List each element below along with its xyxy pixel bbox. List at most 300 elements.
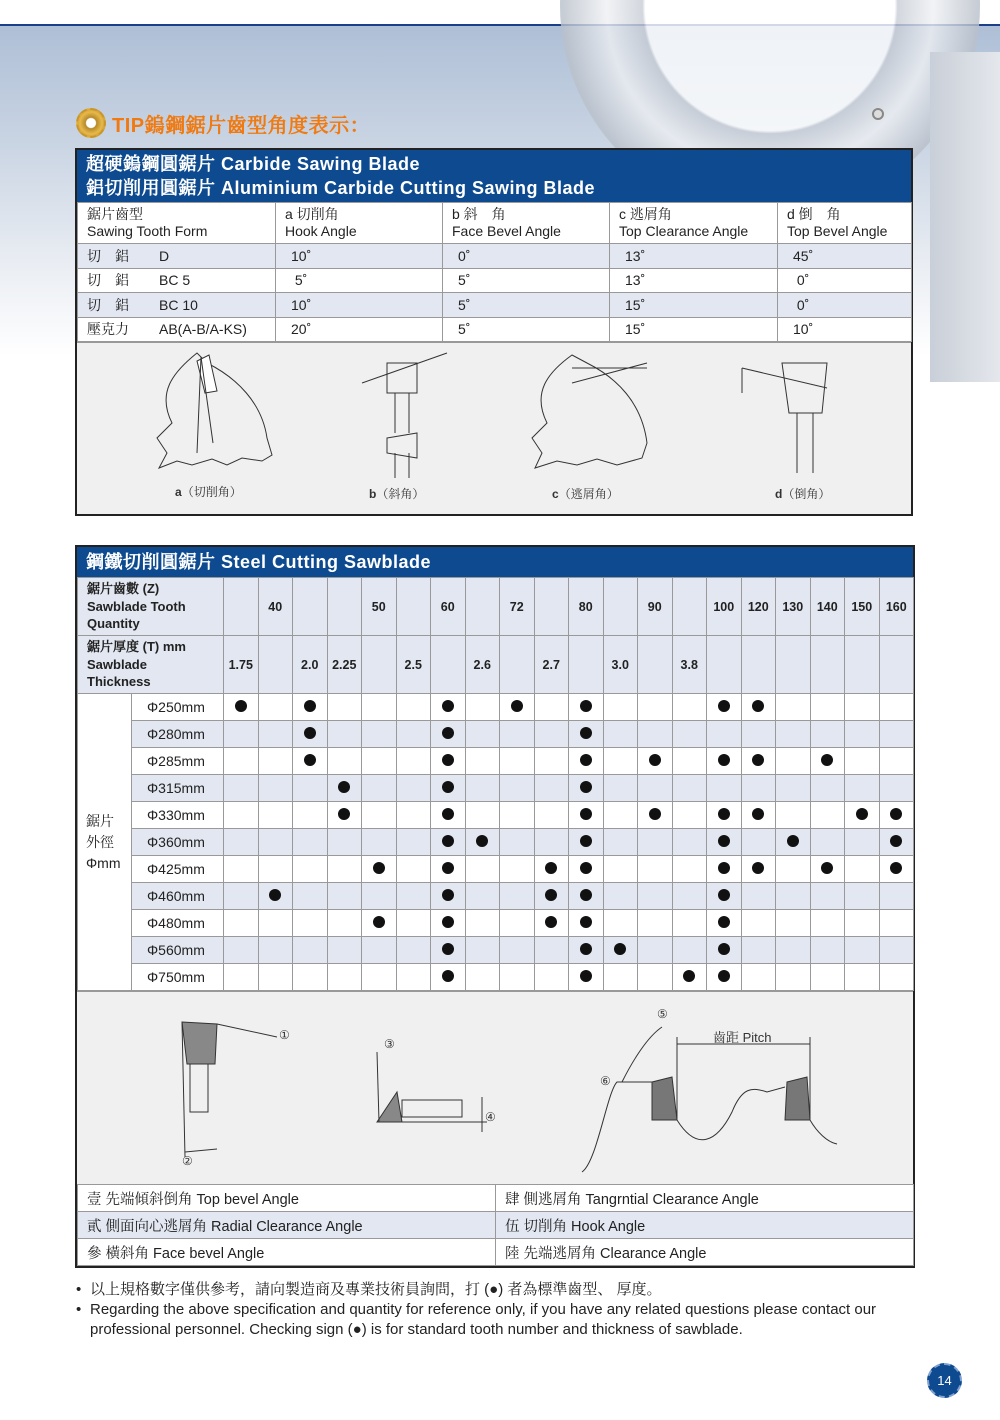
spec-cell [465,775,500,802]
spec-cell [224,964,259,991]
spec-cell [810,964,845,991]
standard-mark-dot-icon [614,943,626,955]
spec-cell [707,775,742,802]
hook-angle-drawing [157,353,272,468]
carbide-header-cell [276,203,443,244]
spec-cell [672,856,707,883]
standard-mark-dot-icon [856,808,868,820]
spec-cell [672,910,707,937]
standard-mark-dot-icon [580,781,592,793]
diameter-cell: Φ315mm [132,775,224,802]
spec-cell [707,964,742,991]
spec-cell [465,883,500,910]
carbide-header-cell [610,203,778,244]
spec-cell [569,694,604,721]
spec-cell [465,856,500,883]
spec-cell [293,721,328,748]
bolt-icon [872,108,884,120]
spec-cell [224,802,259,829]
standard-mark-dot-icon [545,889,557,901]
spec-cell [672,829,707,856]
spec-cell [396,883,431,910]
spec-cell [327,883,362,910]
spec-cell [638,802,673,829]
spec-cell [569,829,604,856]
spec-cell [293,748,328,775]
tooth-form: D [159,247,170,264]
spec-cell [258,964,293,991]
spec-cell [845,937,880,964]
standard-mark-dot-icon [718,862,730,874]
spec-cell [741,829,776,856]
legend-cell: 貳 側面向心逃屑角 Radial Clearance Angle [78,1212,496,1239]
spec-cell [396,964,431,991]
group-label-line: 外徑 [86,833,114,850]
diagram-label-b: b（斜角） [369,487,425,501]
spec-cell [603,721,638,748]
tooth-quantity-row-value [293,578,328,636]
carbide-angle-table [77,202,912,342]
spec-cell [258,856,293,883]
spec-cell [534,883,569,910]
carbide-header-cell [78,203,276,244]
spec-cell [362,748,397,775]
legend-cell: 肆 側逃屑角 Tangrntial Clearance Angle [496,1185,914,1212]
spec-cell [845,748,880,775]
spec-cell [879,775,914,802]
diameter-row [78,829,914,856]
steel-tooth-diagrams [77,991,913,1184]
spec-cell [258,721,293,748]
spec-cell [810,829,845,856]
spec-cell [431,694,466,721]
spec-cell [258,883,293,910]
spec-cell [810,721,845,748]
spec-cell [293,910,328,937]
diameter-cell: Φ750mm [132,964,224,991]
standard-mark-dot-icon [442,835,454,847]
standard-mark-dot-icon [442,808,454,820]
pitch-tooth-drawing [582,1027,837,1172]
angle-legend-table [77,1184,914,1266]
diameter-group-label [78,694,132,991]
spec-cell [500,856,535,883]
spec-cell [741,910,776,937]
standard-mark-dot-icon [752,862,764,874]
spec-cell [362,964,397,991]
spec-cell [776,964,811,991]
thickness-row-value: 3.0 [603,636,638,694]
spec-cell [672,775,707,802]
spec-cell [396,856,431,883]
face-bevel-drawing [362,353,447,478]
spec-cell [258,802,293,829]
spec-cell [327,748,362,775]
angle-a-cell: 20˚ [276,317,443,342]
spec-cell [431,721,466,748]
machine-frame-image [930,52,1000,382]
spec-cell [258,694,293,721]
spec-cell [500,910,535,937]
spec-cell [879,937,914,964]
spec-cell [638,883,673,910]
carbide-title-line1: 超硬鎢鋼圓鋸片 Carbide Sawing Blade [86,154,421,174]
spec-cell [776,910,811,937]
thickness-row-value [707,636,742,694]
standard-mark-dot-icon [821,862,833,874]
standard-mark-dot-icon [718,943,730,955]
thickness-row-value: 2.7 [534,636,569,694]
spec-cell [431,856,466,883]
angle-c-cell: 15˚ [610,293,778,318]
spec-cell [741,937,776,964]
diameter-cell: Φ250mm [132,694,224,721]
spec-cell [741,964,776,991]
steel-table-box [75,545,915,1268]
spec-cell [396,802,431,829]
spec-cell [845,694,880,721]
material: 壓克力 [87,321,129,338]
spec-cell [224,856,259,883]
standard-mark-dot-icon [304,700,316,712]
spec-cell [638,775,673,802]
spec-cell [741,748,776,775]
marker-6: ⑥ [600,1074,611,1088]
spec-cell [810,856,845,883]
spec-cell [396,748,431,775]
spec-cell [707,829,742,856]
label-line: Quantity [87,616,140,632]
thickness-row-value [500,636,535,694]
spec-cell [776,883,811,910]
standard-mark-dot-icon [511,700,523,712]
spec-cell [431,775,466,802]
tooth-form-cell [78,244,276,269]
standard-mark-dot-icon [338,808,350,820]
standard-mark-dot-icon [752,754,764,766]
spec-cell [603,694,638,721]
spec-cell [465,721,500,748]
spec-cell [569,883,604,910]
spec-cell [707,748,742,775]
angle-a-cell: 10˚ [276,244,443,269]
footnotes [76,1280,916,1340]
spec-cell [224,721,259,748]
spec-cell [465,748,500,775]
spec-cell [672,937,707,964]
diameter-row [78,694,914,721]
diameter-cell: Φ280mm [132,721,224,748]
spec-cell [327,721,362,748]
spec-cell [327,964,362,991]
spec-cell [707,937,742,964]
group-label-line: 鋸片 [86,812,114,829]
spec-cell [845,883,880,910]
carbide-row [78,293,912,318]
thickness-row-value: 2.5 [396,636,431,694]
standard-mark-dot-icon [442,727,454,739]
steel-title: 鋼鐵切削圓鋸片 Steel Cutting Sawblade [77,547,913,577]
spec-cell [534,775,569,802]
spec-cell [362,883,397,910]
tooth-quantity-row-value: 50 [362,578,397,636]
standard-mark-dot-icon [545,916,557,928]
spec-cell [224,910,259,937]
spec-cell [603,937,638,964]
standard-mark-dot-icon [580,727,592,739]
standard-mark-dot-icon [442,889,454,901]
spec-cell [362,721,397,748]
standard-mark-dot-icon [580,700,592,712]
standard-mark-dot-icon [235,700,247,712]
spec-cell [327,694,362,721]
standard-mark-dot-icon [580,862,592,874]
spec-cell [431,937,466,964]
spec-cell [569,802,604,829]
diameter-cell: Φ330mm [132,802,224,829]
standard-mark-dot-icon [683,970,695,982]
angle-b-cell: 0˚ [443,244,610,269]
tooth-quantity-row-value: 130 [776,578,811,636]
spec-cell [534,802,569,829]
spec-cell [534,748,569,775]
material: 切 鋁 [87,296,129,313]
tooth-quantity-row-value: 120 [741,578,776,636]
spec-cell [879,856,914,883]
spec-cell [327,829,362,856]
spec-cell [603,856,638,883]
angle-a-cell: 10˚ [276,293,443,318]
spec-cell [569,856,604,883]
tooth-quantity-row-value: 150 [845,578,880,636]
tooth-quantity-row-value: 72 [500,578,535,636]
spec-cell [707,910,742,937]
standard-mark-dot-icon [752,808,764,820]
standard-mark-dot-icon [890,808,902,820]
spec-cell [327,910,362,937]
spec-cell [500,802,535,829]
spec-cell [672,964,707,991]
angle-c-cell: 13˚ [610,268,778,293]
spec-cell [638,856,673,883]
spec-cell [569,964,604,991]
standard-mark-dot-icon [580,808,592,820]
spec-cell [810,748,845,775]
standard-mark-dot-icon [373,916,385,928]
standard-mark-dot-icon [442,862,454,874]
spec-cell [569,721,604,748]
angle-c-cell: 13˚ [610,244,778,269]
tooth-quantity-row-label [78,578,224,636]
standard-mark-dot-icon [718,970,730,982]
spec-cell [431,802,466,829]
angle-d-cell: 0˚ [778,293,912,318]
spec-cell [741,775,776,802]
diameter-row [78,910,914,937]
thickness-row-value [810,636,845,694]
spec-cell [707,883,742,910]
standard-mark-dot-icon [580,970,592,982]
legend-cell: 陸 先端逃屑角 Clearance Angle [496,1239,914,1266]
spec-cell [534,937,569,964]
carbide-title [77,150,911,202]
spec-cell [431,748,466,775]
spec-cell [879,964,914,991]
spec-cell [776,856,811,883]
spec-cell [327,937,362,964]
carbide-table-box [75,148,913,516]
tooth-quantity-row-value: 60 [431,578,466,636]
spec-cell [879,721,914,748]
spec-cell [362,910,397,937]
standard-mark-dot-icon [442,754,454,766]
angle-b-cell: 5˚ [443,268,610,293]
spec-cell [293,802,328,829]
header-en: Top Clearance Angle [619,223,749,239]
spec-cell [293,694,328,721]
spec-cell [776,829,811,856]
saw-gear-icon [76,108,106,138]
standard-mark-dot-icon [580,889,592,901]
spec-cell [327,856,362,883]
spec-cell [741,721,776,748]
spec-cell [534,910,569,937]
standard-mark-dot-icon [442,943,454,955]
spec-cell [465,802,500,829]
tooth-form: AB(A-B/A-KS) [159,321,247,338]
spec-cell [879,910,914,937]
standard-mark-dot-icon [890,835,902,847]
carbide-header-cell [443,203,610,244]
diameter-row [78,937,914,964]
section-title [76,108,370,138]
thickness-row-value: 1.75 [224,636,259,694]
spec-cell [500,964,535,991]
spec-cell [465,694,500,721]
tooth-form-cell [78,268,276,293]
legend-row [78,1185,914,1212]
tooth-quantity-row-value: 80 [569,578,604,636]
angle-b-cell: 5˚ [443,317,610,342]
thickness-row-value: 2.25 [327,636,362,694]
spec-cell [431,829,466,856]
tooth-quantity-row-value [327,578,362,636]
standard-mark-dot-icon [718,835,730,847]
spec-cell [672,748,707,775]
thickness-row-value [258,636,293,694]
tooth-quantity-row-value: 140 [810,578,845,636]
spec-cell [500,883,535,910]
diameter-row [78,964,914,991]
header-zh: b 斜 角 [452,206,506,222]
diagram-label-a: a（切削角） [175,485,242,499]
spec-cell [603,883,638,910]
standard-mark-dot-icon [304,727,316,739]
spec-cell [534,964,569,991]
spec-cell [810,883,845,910]
standard-mark-dot-icon [718,700,730,712]
spec-cell [465,910,500,937]
carbide-row [78,244,912,269]
spec-cell [293,937,328,964]
standard-mark-dot-icon [442,916,454,928]
header-zh: 鋸片齒型 [87,206,143,222]
legend-row [78,1212,914,1239]
spec-cell [638,964,673,991]
spec-cell [879,829,914,856]
standard-mark-dot-icon [649,754,661,766]
spec-cell [293,883,328,910]
standard-mark-dot-icon [545,862,557,874]
material: 切 鋁 [87,247,129,264]
thickness-row-value [362,636,397,694]
header-en: Hook Angle [285,223,357,239]
spec-cell [776,694,811,721]
spec-cell [707,802,742,829]
thickness-row-value [638,636,673,694]
header-en: Sawing Tooth Form [87,223,208,239]
spec-cell [224,829,259,856]
angle-a-cell: 5˚ [276,268,443,293]
spec-cell [845,856,880,883]
standard-mark-dot-icon [442,781,454,793]
angle-d-cell: 0˚ [778,268,912,293]
page-number: 14 [927,1363,962,1398]
spec-cell [362,694,397,721]
spec-cell [707,856,742,883]
spec-cell [396,775,431,802]
note-chinese: • 以上規格數字僅供參考，請向製造商及專業技術員詢問，打 (●) 者為標準齒型、 厚度。 [76,1280,916,1300]
spec-cell [603,829,638,856]
legend-cell: 伍 切削角 Hook Angle [496,1212,914,1239]
standard-mark-dot-icon [752,700,764,712]
diameter-cell: Φ560mm [132,937,224,964]
spec-cell [776,937,811,964]
spec-cell [327,775,362,802]
spec-cell [741,802,776,829]
spec-cell [258,775,293,802]
header-zh: c 逃屑角 [619,206,672,222]
spec-cell [362,775,397,802]
tooth-quantity-row-value [672,578,707,636]
spec-cell [741,694,776,721]
spec-cell [569,910,604,937]
spec-cell [362,856,397,883]
thickness-row-value [879,636,914,694]
spec-cell [431,883,466,910]
marker-5: ⑤ [657,1007,668,1021]
top-clearance-drawing [532,355,647,468]
tooth-quantity-row-value [396,578,431,636]
thickness-row [78,636,914,694]
carbide-row [78,317,912,342]
label-line: 鋸片齒數 (Z) [87,581,160,597]
spec-cell [776,775,811,802]
spec-cell [707,694,742,721]
marker-2: ② [182,1154,193,1168]
spec-cell [776,802,811,829]
standard-mark-dot-icon [373,862,385,874]
spec-cell [258,748,293,775]
tooth-quantity-row-value [534,578,569,636]
standard-mark-dot-icon [304,754,316,766]
marker-4: ④ [485,1110,496,1124]
thickness-row-value [431,636,466,694]
tooth-side-drawing [182,1022,277,1157]
spec-cell [776,748,811,775]
pitch-label: 齒距 Pitch [713,1030,772,1045]
spec-cell [638,748,673,775]
